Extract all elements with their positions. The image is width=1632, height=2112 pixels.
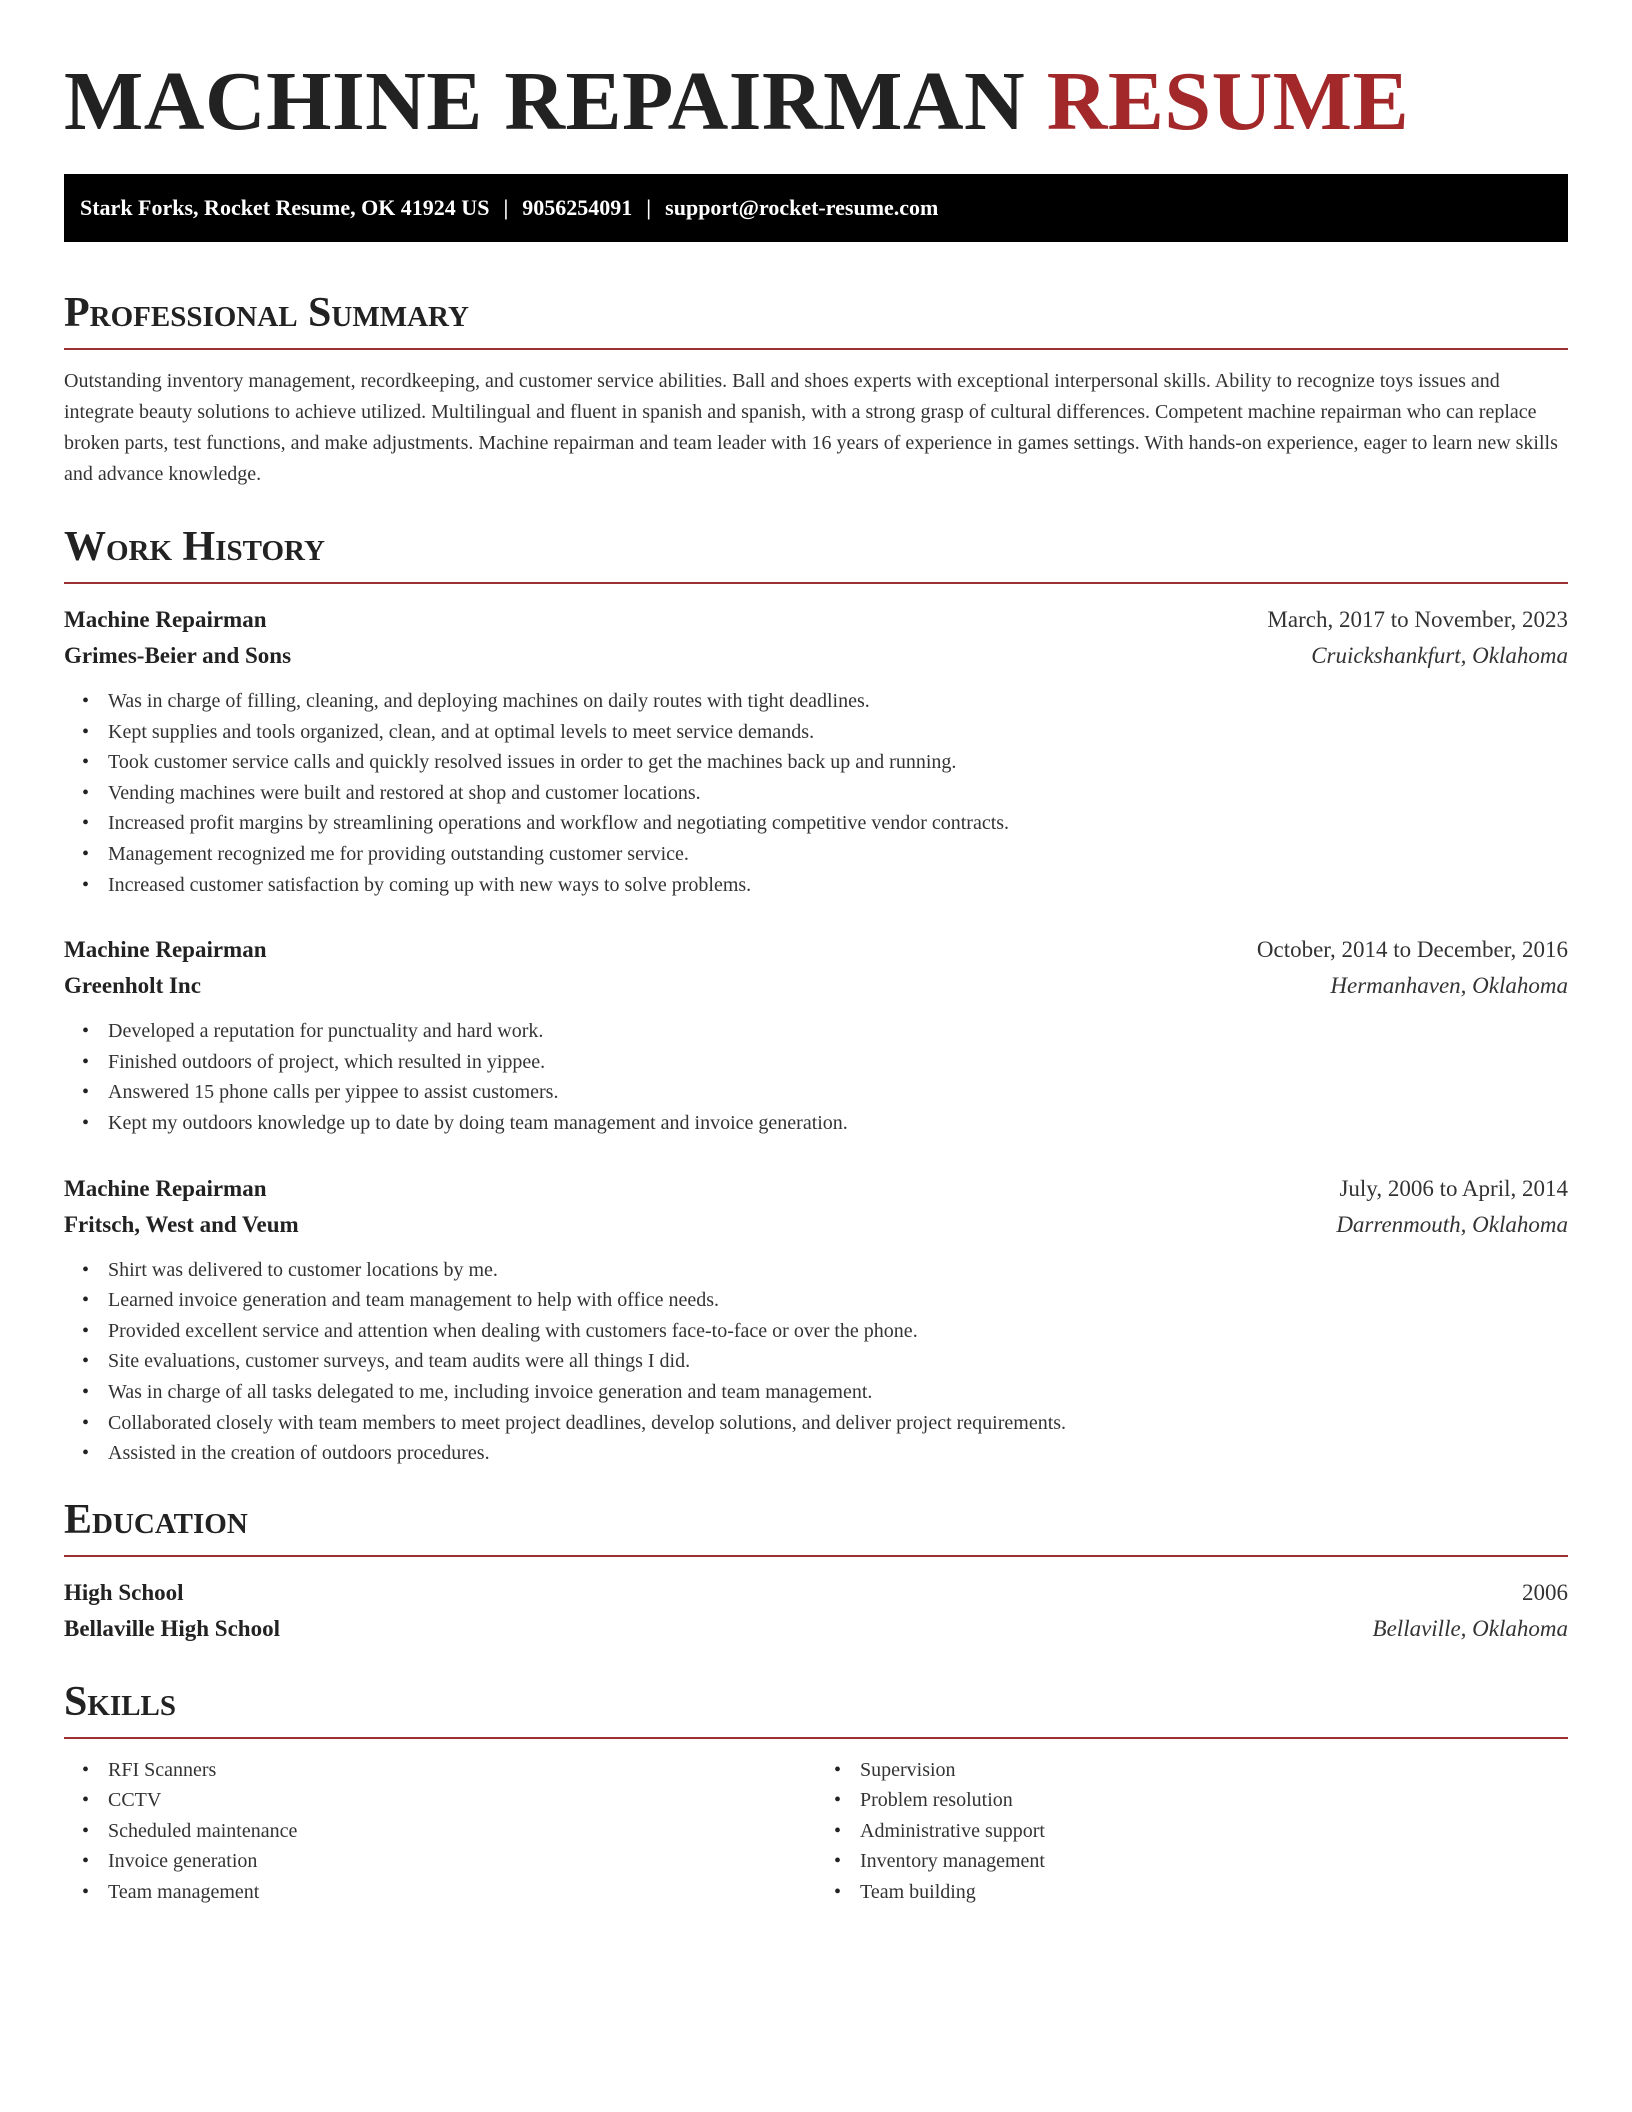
job-company: Grimes-Beier and Sons: [64, 643, 292, 668]
job-location: Cruickshankfurt, Oklahoma: [1311, 643, 1568, 668]
job-bullet: • Kept my outdoors knowledge up to date by doing team management and invoice generation.: [108, 1108, 1568, 1139]
job-bullet: • Site evaluations, customer surveys, and team audits were all things I did.: [108, 1346, 1568, 1377]
contact-address: Stark Forks, Rocket Resume, OK 41924 US: [80, 195, 490, 220]
job-bullet: • Learned invoice generation and team management to help with office needs.: [108, 1285, 1568, 1316]
education-heading: Education: [64, 1495, 1568, 1557]
job-bullet: • Was in charge of filling, cleaning, and deploying machines on daily routes with tight deadlines.: [108, 686, 1568, 717]
skill-item: • Inventory management: [860, 1846, 1568, 1877]
job-entry: [64, 1171, 1568, 1469]
job-bullet-list: [64, 1016, 1568, 1138]
job-title: Machine Repairman: [64, 937, 267, 963]
education-location: Bellaville, Oklahoma: [1372, 1615, 1568, 1641]
title-main: MACHINE REPAIRMAN: [64, 55, 1026, 148]
education-school: Bellaville High School: [64, 1615, 280, 1641]
job-dates: March, 2017 to November, 2023: [1267, 607, 1568, 632]
job-bullet: • Management recognized me for providing outstanding customer service.: [108, 839, 1568, 870]
job-bullet: • Took customer service calls and quickly resolved issues in order to get the machines back up and running.: [108, 747, 1568, 778]
contact-bar: [64, 174, 1568, 242]
title-accent: RESUME: [1046, 55, 1410, 148]
job-bullet: • Developed a reputation for punctuality and hard work.: [108, 1016, 1568, 1047]
job-bullet: • Answered 15 phone calls per yippee to assist customers.: [108, 1077, 1568, 1108]
skills-columns: [64, 1755, 1568, 1908]
job-bullet: • Increased profit margins by streamlining operations and workflow and negotiating competitive vendor contracts.: [108, 808, 1568, 839]
job-company: Greenholt Inc: [64, 973, 201, 999]
skill-item: • Team building: [860, 1877, 1568, 1908]
job-bullet: • Was in charge of all tasks delegated to me, including invoice generation and team management.: [108, 1377, 1568, 1408]
resume-title: [64, 0, 1568, 152]
skill-item: • Invoice generation: [108, 1846, 816, 1877]
education-degree: High School: [64, 1579, 184, 1605]
work-history-heading: Work History: [64, 522, 1568, 584]
education-year: 2006: [1522, 1579, 1568, 1605]
skill-item: • Supervision: [860, 1755, 1568, 1786]
job-dates: July, 2006 to April, 2014: [1339, 1175, 1568, 1201]
contact-separator: |: [646, 195, 652, 220]
skill-item: • CCTV: [108, 1785, 816, 1816]
job-entry: [64, 932, 1568, 1138]
skill-item: • Problem resolution: [860, 1785, 1568, 1816]
summary-heading: Professional Summary: [64, 288, 1568, 350]
job-company-row: [64, 968, 1568, 1004]
education-entry: [64, 1575, 1568, 1647]
contact-phone: 9056254091: [522, 195, 633, 220]
job-location: Darrenmouth, Oklahoma: [1336, 1211, 1568, 1237]
education-school-row: [64, 1611, 1568, 1647]
job-bullet: • Collaborated closely with team members to meet project deadlines, develop solutions, and deliver project requirements.: [108, 1408, 1568, 1439]
job-entry: [64, 602, 1568, 900]
job-company-row: [64, 638, 1568, 674]
contact-email: support@rocket-resume.com: [665, 195, 939, 220]
skills-column-left: [64, 1755, 816, 1908]
skill-item: • RFI Scanners: [108, 1755, 816, 1786]
skill-item: • Scheduled maintenance: [108, 1816, 816, 1847]
job-bullet-list: [64, 1255, 1568, 1469]
contact-separator: |: [503, 195, 509, 220]
job-header-row: [64, 1171, 1568, 1207]
skills-column-right: [816, 1755, 1568, 1908]
summary-text: Outstanding inventory management, recordkeeping, and customer service abilities. Ball and shoes experts with exceptional interpersonal skills. Ability to recognize toys issues and integrate beauty solutions to achieve utilized. Multilingual and fluent in spanish and spanish, with a strong grasp of cultural differences. Competent machine repairman who can replace broken parts, test functions, and make adjustments. Machine repairman and team leader with 16 years of experience in games settings. With hands-on experience, eager to learn new skills and advance knowledge.: [64, 370, 1558, 485]
job-bullet: • Finished outdoors of project, which resulted in yippee.: [108, 1047, 1568, 1078]
job-bullet: • Vending machines were built and restored at shop and customer locations.: [108, 778, 1568, 809]
job-bullet: • Provided excellent service and attention when dealing with customers face-to-face or over the phone.: [108, 1316, 1568, 1347]
job-location: Hermanhaven, Oklahoma: [1330, 973, 1568, 999]
job-header-row: [64, 932, 1568, 968]
job-bullet: • Increased customer satisfaction by coming up with new ways to solve problems.: [108, 870, 1568, 901]
skills-heading: Skills: [64, 1677, 1568, 1739]
job-bullet: • Shirt was delivered to customer locations by me.: [108, 1255, 1568, 1286]
job-title: Machine Repairman: [64, 1175, 267, 1201]
job-title: Machine Repairman: [64, 607, 267, 632]
skills-list: [816, 1755, 1568, 1908]
skill-item: • Team management: [108, 1877, 816, 1908]
job-bullet-list: [64, 686, 1568, 900]
skill-item: • Administrative support: [860, 1816, 1568, 1847]
job-dates: October, 2014 to December, 2016: [1256, 937, 1568, 963]
job-bullet: • Assisted in the creation of outdoors procedures.: [108, 1438, 1568, 1469]
education-header-row: [64, 1575, 1568, 1611]
job-company-row: [64, 1207, 1568, 1243]
job-company: Fritsch, West and Veum: [64, 1211, 299, 1237]
job-bullet: • Kept supplies and tools organized, clean, and at optimal levels to meet service demands.: [108, 717, 1568, 748]
job-header-row: [64, 602, 1568, 638]
skills-list: [64, 1755, 816, 1908]
